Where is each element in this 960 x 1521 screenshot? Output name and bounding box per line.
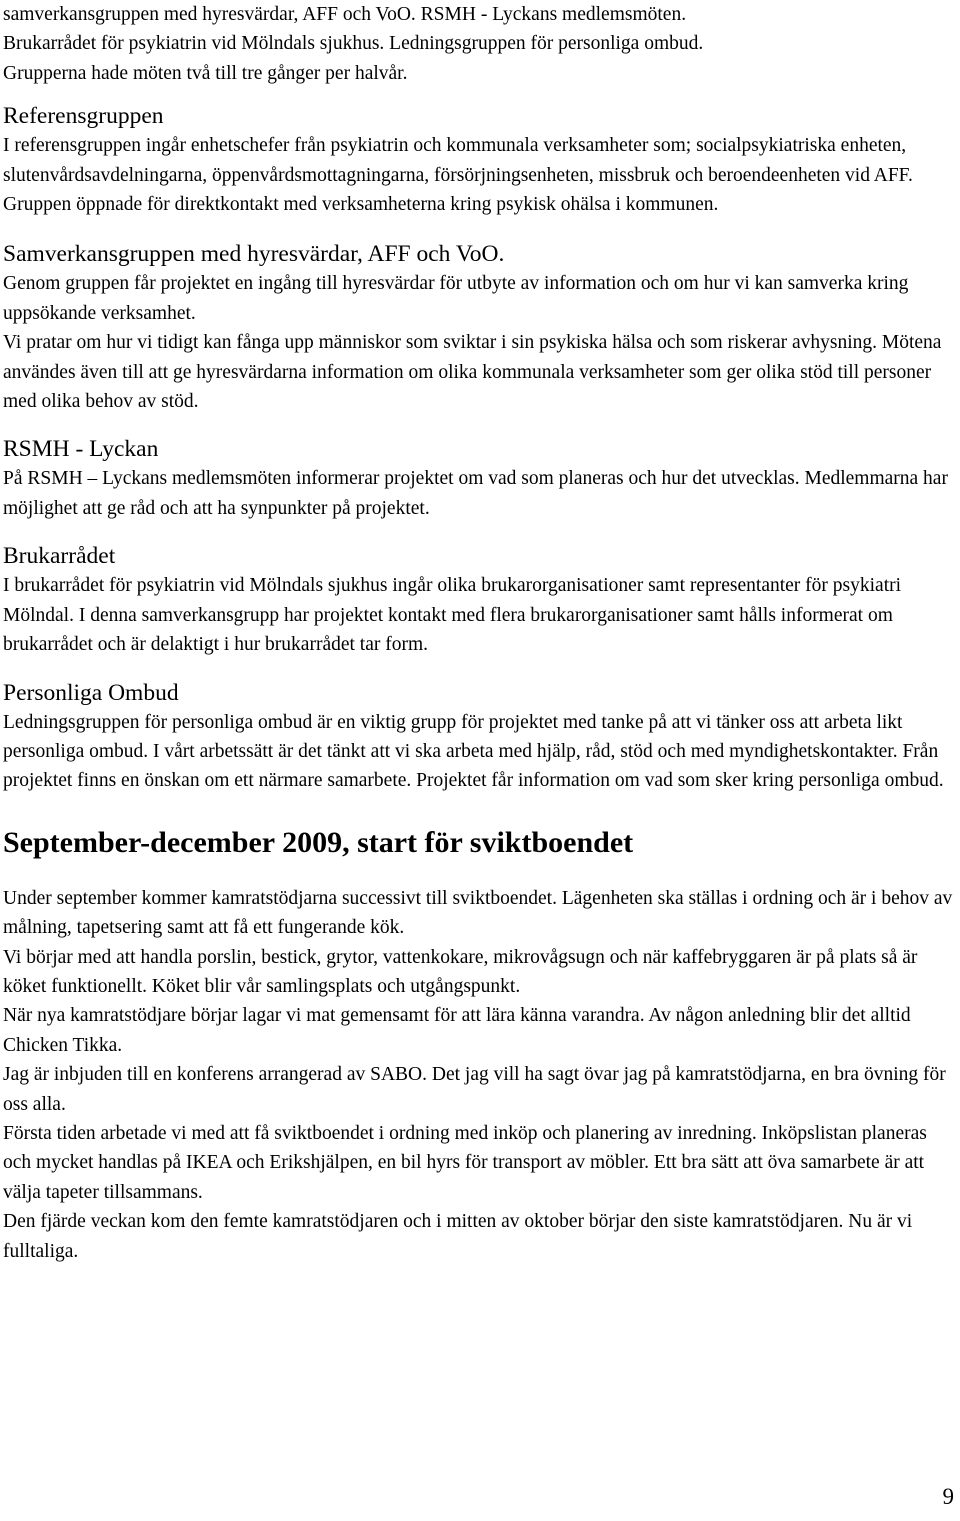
chapter-heading: September-december 2009, start för sviktboendet: [3, 825, 634, 859]
section-brukarradet: [3, 541, 953, 659]
paragraph: I brukarrådet för psykiatrin vid Mölndals sjukhus ingår olika brukarorganisationer samt representanter för psykiatri Mölndal. I denna samverkansgrupp har projektet kontakt med flera brukarorganisationer samt hålls informerat om brukarrådet och är delaktigt i hur brukarrådet tar form.: [3, 575, 902, 656]
paragraph: Gruppen öppnade för direktkontakt med verksamheterna kring psykisk ohälsa i kommunen.: [3, 194, 719, 216]
paragraph: Den fjärde veckan kom den femte kamratstödjaren och i mitten av oktober börjar den siste kamratstödjaren. Nu är vi fulltaliga.: [3, 1211, 913, 1262]
paragraph: Genom gruppen får projektet en ingång till hyresvärdar för utbyte av information och om hur vi kan samverka kring uppsökande verksamhet.: [3, 273, 909, 324]
section-heading: Brukarrådet: [3, 543, 116, 570]
paragraph: Första tiden arbetade vi med att få sviktboendet i ordning med inköp och planering av inredning. Inköpslistan planeras och mycket handlas på IKEA och Erikshjälpen, en bil hyrs för transport av möbler. Ett bra sätt att öva samarbete är att välja tapeter tillsammans.: [3, 1122, 927, 1203]
section-personliga-ombud: [3, 678, 953, 796]
paragraph: I referensgruppen ingår enhetschefer från psykiatrin och kommunala verksamheter som; socialpsykiatriska enheten, slutenvårdsavdelningarna, öppenvårdsmottagningarna, försörjningsenheten, missbruk och beroendeenheten vid AFF.: [3, 135, 913, 186]
paragraph: Ledningsgruppen för personliga ombud är en viktig grupp för projektet med tanke på att vi tänker oss att arbeta likt personliga ombud. I vårt arbetssätt är det tänkt att vi ska arbeta med hjälp, råd, stöd och med myndighetskontakter. Från projektet finns en önskan om ett närmare samarbete. Projektet får information om vad som sker kring personliga ombud.: [3, 711, 944, 792]
paragraph: När nya kamratstödjare börjar lagar vi mat gemensamt för att lära känna varandra. Av någon anledning blir det alltid Chicken Tikka.: [3, 1005, 911, 1056]
page-number: 9: [942, 1484, 954, 1509]
section-september: [3, 884, 953, 1266]
paragraph: På RSMH – Lyckans medlemsmöten informerar projektet om vad som planeras och hur det utvecklas. Medlemmarna har möjlighet att ge råd och att ha synpunkter på projektet.: [3, 468, 948, 519]
paragraph: Under september kommer kamratstödjarna successivt till sviktboendet. Lägenheten ska ställas i ordning och är i behov av målning, tapetsering samt att få ett fungerande kök.: [3, 887, 953, 939]
intro-text: samverkansgruppen med hyresvärdar, AFF och VoO. RSMH - Lyckans medlemsmöten. Brukarrådet för psykiatrin vid Mölndals sjukhus. Ledningsgruppen för personliga ombud. Grupperna hade möten två till tre gånger per halvår.: [3, 4, 704, 84]
section-heading: Referensgruppen: [3, 103, 164, 130]
paragraph: Vi pratar om hur vi tidigt kan fånga upp människor som sviktar i sin psykiska hälsa och som riskerar avhysning. Mötena användes även till att ge hyresvärdarna information om olika kommunala verksamheter som ger olika stöd till personer med olika behov av stöd.: [3, 332, 942, 413]
document-page: [3, 0, 953, 1266]
section-samverkansgruppen: [3, 239, 953, 416]
section-referensgruppen: [3, 101, 953, 219]
paragraph: Jag är inbjuden till en konferens arrangerad av SABO. Det jag vill ha sagt övar jag på kamratstödjarna, en bra övning för oss alla.: [3, 1064, 946, 1115]
section-heading: Personliga Ombud: [3, 679, 179, 706]
section-heading: Samverkansgruppen med hyresvärdar, AFF och VoO.: [3, 241, 505, 268]
section-rsmh-lyckan: [3, 434, 953, 523]
section-heading: RSMH - Lyckan: [3, 436, 159, 463]
paragraph: Vi börjar med att handla porslin, bestick, grytor, vattenkokare, mikrovågsugn och när kaffebryggaren är på plats så är köket funktionellt. Köket blir vår samlingsplats och utgångspunkt.: [3, 946, 918, 997]
